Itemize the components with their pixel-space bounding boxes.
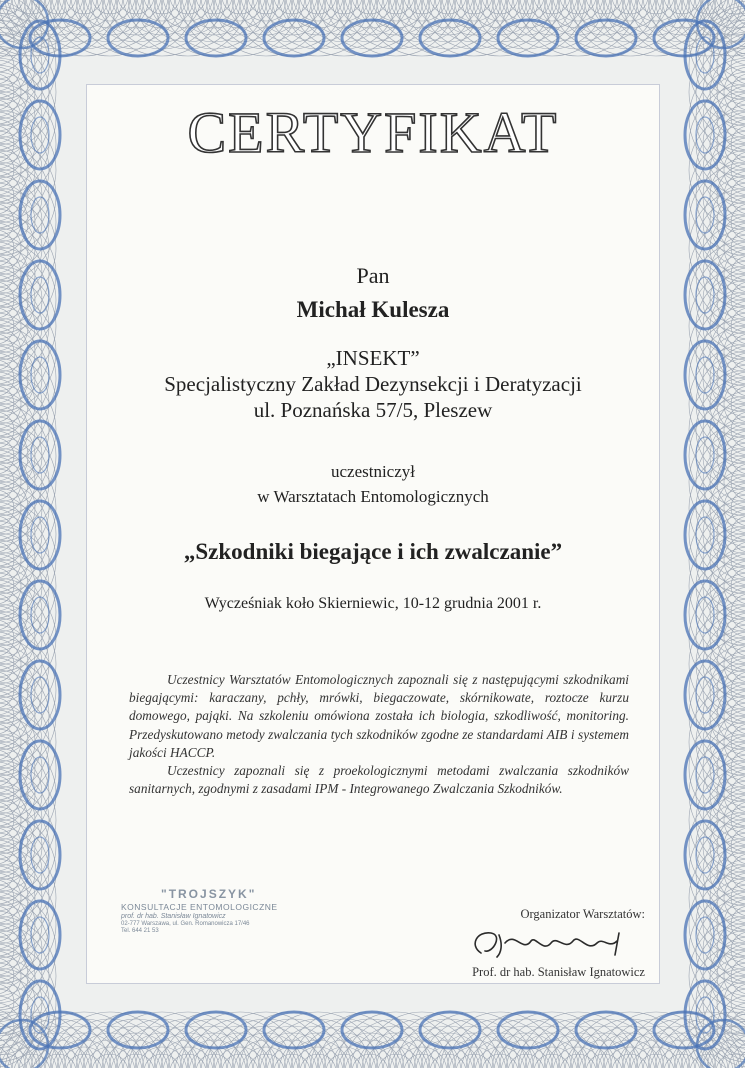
- participation-line2: w Warsztatach Entomologicznych: [257, 487, 489, 506]
- place-date: Wycześniak koło Skierniewic, 10-12 grudnia 2001 r.: [204, 595, 542, 612]
- company-address: ul. Poznańska 57/5, Pleszew: [253, 398, 493, 422]
- workshop-topic: „Szkodniki biegające i ich zwalczanie”: [183, 539, 563, 564]
- stamp-line-1: "TROJSZYK": [161, 887, 257, 901]
- description-paragraph-2: Uczestnicy zapoznali się z proekologicznymi metodami zwalczania szkodników sanitarnych, zgodnymi z zasadami IPM - Integrowanego Zwalczania Szkodników.: [129, 763, 629, 797]
- certificate-paper: [86, 84, 660, 984]
- stamp-line-4: 02-777 Warszawa, ul. Gen. Romanowicza 17/46: [121, 921, 250, 927]
- company-type: Specjalistyczny Zakład Dezynsekcji i Deratyzacji: [164, 372, 582, 396]
- company-block: [87, 345, 659, 423]
- description-paragraph-1: Uczestnicy Warsztatów Entomologicznych zapoznali się z następującymi szkodnikami biegającymi: karaczany, pchły, mrówki, biegaczowate, skórnikowate, roztocze kurzu domowego, pająki. Na szkoleniu omówiona została ich biologia, szkodliwość, monitoring. Przedyskutowano metody zwalczania tych szkodników zgodne ze standardami AIB i systemem jakości HACCP.: [129, 672, 629, 760]
- workshop-description: [129, 671, 629, 798]
- stamp-line-2: KONSULTACJE ENTOMOLOGICZNE: [121, 902, 278, 912]
- organizer-label: Organizator Warsztatów:: [520, 907, 645, 921]
- stamp-line-3: prof. dr hab. Stanisław Ignatowicz: [121, 913, 226, 920]
- organizer-stamp: [121, 887, 311, 934]
- stamp-line-5: Tel. 644 21 53: [121, 928, 159, 934]
- handwritten-signature: [459, 923, 639, 963]
- salutation: Pan: [356, 263, 390, 288]
- participation-block: [87, 459, 659, 509]
- company-name: „INSEKT”: [326, 346, 420, 370]
- recipient-name: Michał Kulesza: [296, 297, 450, 322]
- participation-line1: uczestniczył: [330, 462, 415, 481]
- organizer-name: Prof. dr hab. Stanisław Ignatowicz: [472, 965, 645, 979]
- certificate-title: CERTYFIKAT: [187, 100, 559, 165]
